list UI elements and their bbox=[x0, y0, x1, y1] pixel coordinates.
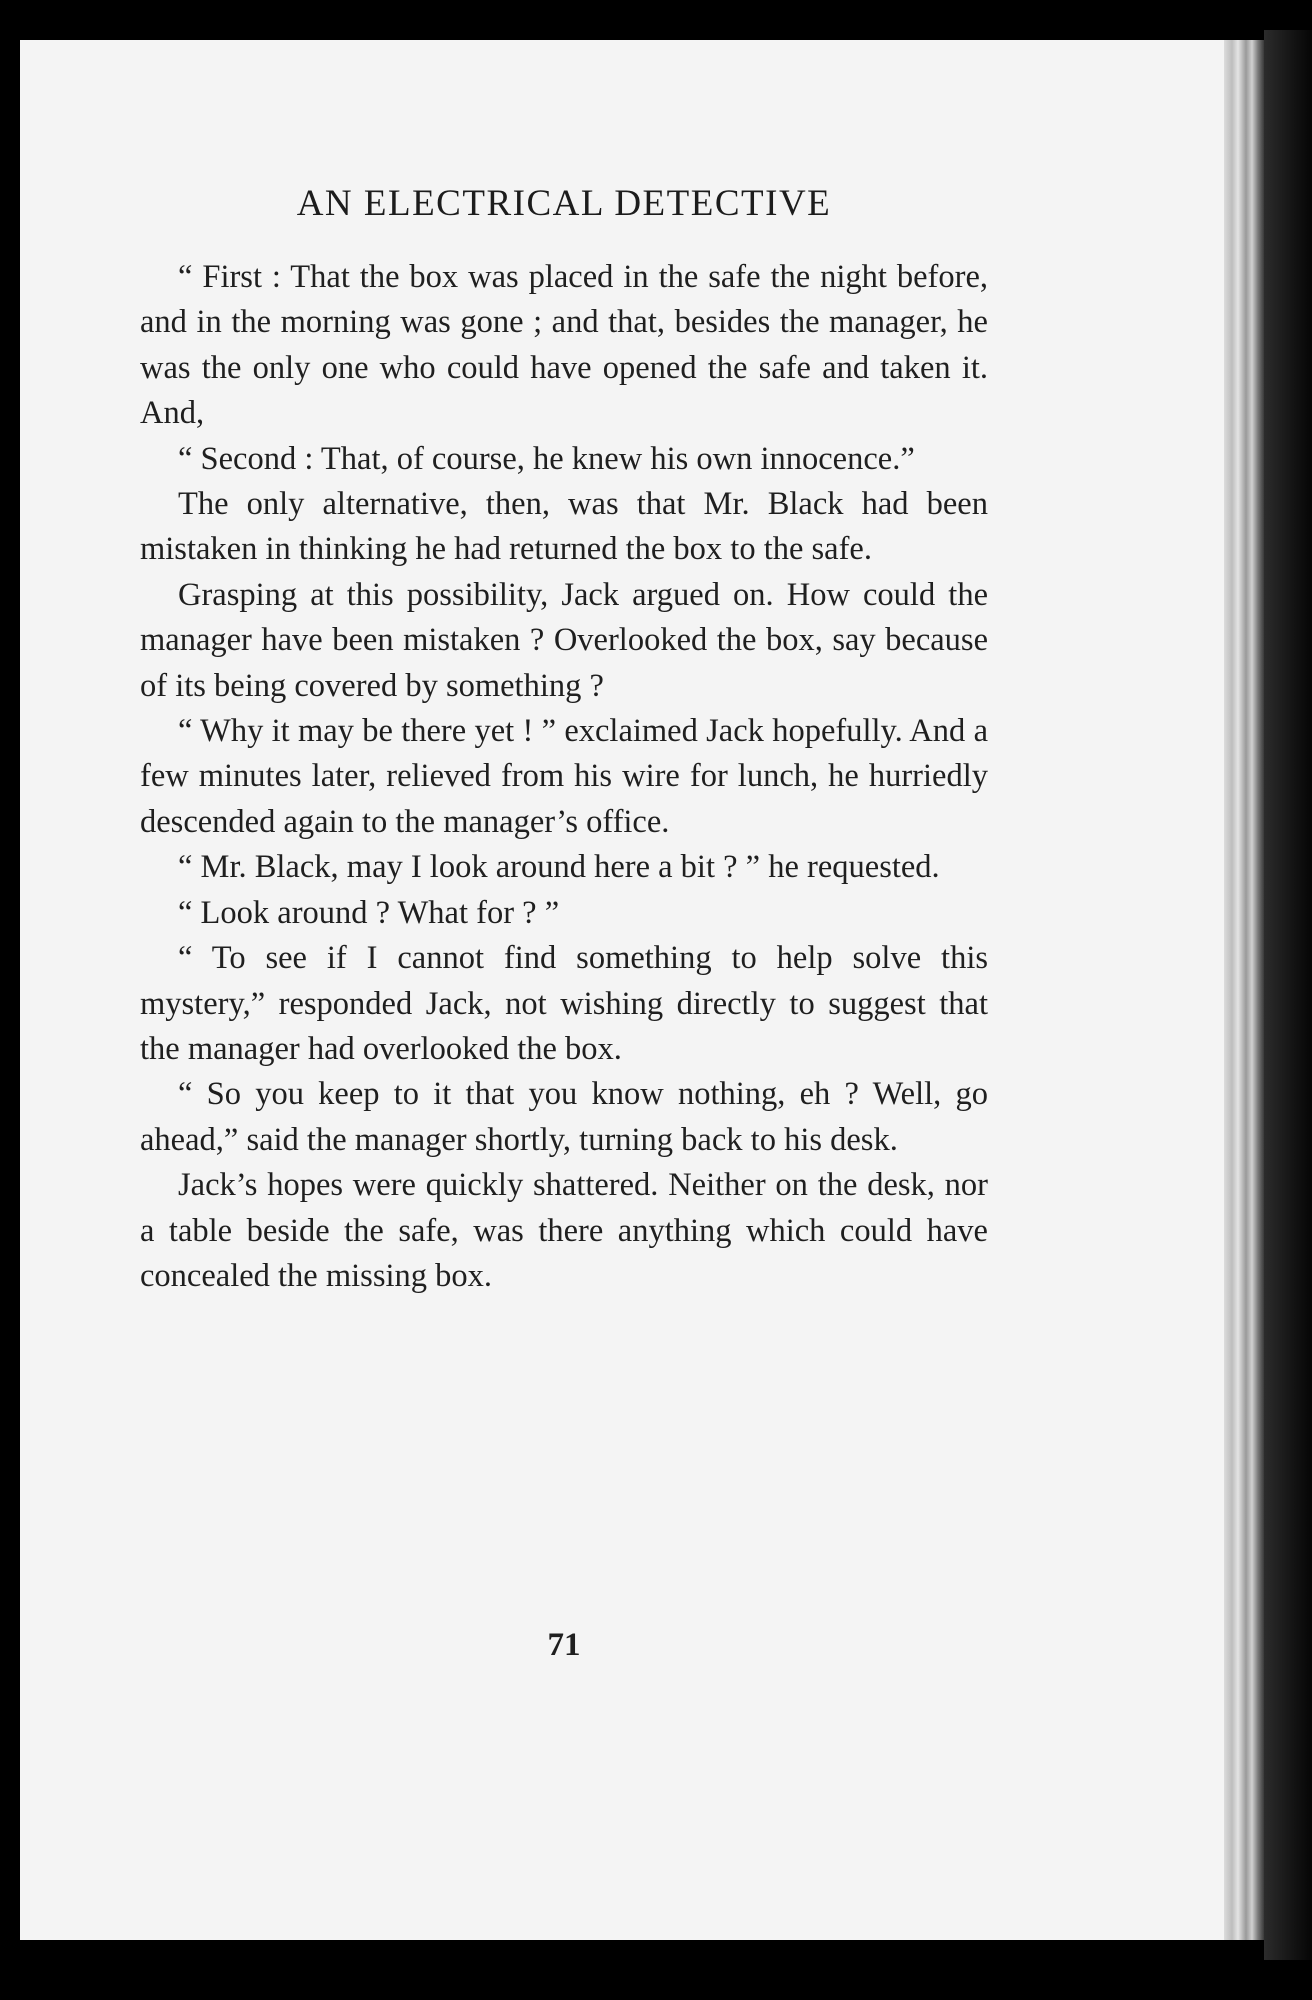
paragraph: Jack’s hopes were quickly shattered. Neither on the desk, nor a table beside the safe, was there anything which could have concealed the missing box. bbox=[140, 1167, 988, 1294]
book-binding bbox=[1264, 30, 1312, 1960]
paragraph: “ So you keep to it that you know nothing, eh ? Well, go ahead,” said the manager shortly, turning back to his desk. bbox=[140, 1076, 988, 1158]
paragraph: “ Look around ? What for ? ” bbox=[178, 894, 560, 931]
body-text bbox=[140, 255, 988, 1299]
running-head: AN ELECTRICAL DETECTIVE bbox=[296, 183, 832, 224]
paragraph: “ Mr. Black, may I look around here a bit ? ” he requested. bbox=[178, 849, 940, 886]
page-edges bbox=[1224, 40, 1264, 1940]
paragraph: “ Why it may be there yet ! ” exclaimed Jack hopefully. And a few minutes later, relieved from his wire for lunch, he hurriedly descended again to the manager’s office. bbox=[140, 713, 988, 840]
paragraph: The only alternative, then, was that Mr. Black had been mistaken in thinking he had returned the box to the safe. bbox=[140, 486, 988, 568]
paragraph: Grasping at this possibility, Jack argued on. How could the manager have been mistaken ? Overlooked the box, say because of its being covered by something ? bbox=[140, 576, 988, 704]
paragraph: “ Second : That, of course, he knew his own innocence.” bbox=[178, 440, 915, 477]
page-number: 71 bbox=[547, 1627, 581, 1663]
paragraph: “ First : That the box was placed in the safe the night before, and in the morning was gone ; and that, besides the manager, he was the only one who could have opened the safe and taken it. And, bbox=[140, 259, 988, 432]
paragraph: “ To see if I cannot find something to help solve this mystery,” responded Jack, not wishing directly to suggest that the manager had overlooked the box. bbox=[140, 940, 988, 1067]
